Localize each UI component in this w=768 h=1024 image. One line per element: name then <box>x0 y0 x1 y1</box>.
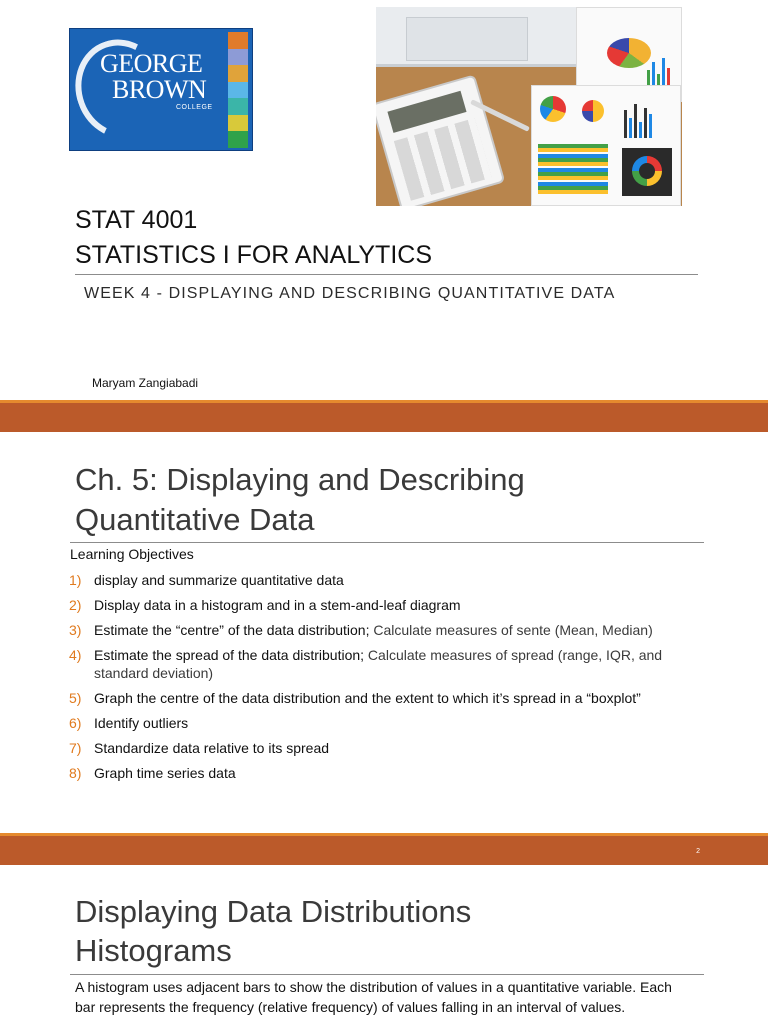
objective-text <box>94 714 689 732</box>
objective-main-text: Standardize data relative to its spread <box>94 740 330 756</box>
objective-number: 1) <box>69 572 82 588</box>
course-name: STATISTICS I FOR ANALYTICS <box>75 241 432 269</box>
logo-text-line3: COLLEGE <box>176 104 213 111</box>
slide-title-line2: Histograms <box>75 933 232 968</box>
objective-item <box>69 739 689 757</box>
objective-item <box>69 714 689 732</box>
slide-separator-band <box>0 400 768 432</box>
page-number: 2 <box>696 848 700 855</box>
histograms-slide <box>0 865 768 1024</box>
objective-item <box>69 764 689 782</box>
slide-title-line1: Ch. 5: Displaying and Describing <box>75 462 525 497</box>
slide-title <box>75 460 525 540</box>
objective-text <box>94 689 689 707</box>
logo-color-stripes <box>228 32 248 148</box>
logo-stripe <box>228 32 248 49</box>
george-brown-college-logo <box>69 28 253 151</box>
title-divider <box>70 974 704 975</box>
objective-main-text: Identify outliers <box>94 715 189 731</box>
learning-objectives-heading: Learning Objectives <box>70 546 194 562</box>
objective-main-text: Graph time series data <box>94 765 236 781</box>
logo-stripe <box>228 82 248 99</box>
objective-main-text: Estimate the “centre” of the data distribution; <box>94 622 370 638</box>
objectives-list <box>69 571 689 789</box>
objective-item <box>69 596 689 614</box>
objective-item <box>69 646 689 682</box>
slide-title-line2: Quantitative Data <box>75 502 315 537</box>
logo-stripe <box>228 49 248 66</box>
author-name: Maryam Zangiabadi <box>92 376 199 390</box>
logo-stripe <box>228 115 248 132</box>
objective-extra-text: Calculate measures of spread (range, IQR, and standard deviation) <box>94 647 663 681</box>
laptop-keyboard-image <box>376 7 586 67</box>
objective-number: 6) <box>69 715 82 731</box>
logo-stripe <box>228 98 248 115</box>
logo-text-line1: GEORGE <box>100 49 203 78</box>
objective-item <box>69 571 689 589</box>
objective-text <box>94 571 689 589</box>
objective-main-text: display and summarize quantitative data <box>94 572 344 588</box>
course-title <box>75 203 432 273</box>
objective-text <box>94 646 689 682</box>
objective-main-text: Estimate the spread of the data distribution; <box>94 647 365 663</box>
logo-stripe <box>228 65 248 82</box>
objective-number: 5) <box>69 690 82 706</box>
objective-text <box>94 596 689 614</box>
objective-number: 4) <box>69 647 82 663</box>
title-divider <box>75 274 698 275</box>
lecture-subtitle: WEEK 4 - DISPLAYING AND DESCRIBING QUANTITATIVE DATA <box>84 285 616 302</box>
objective-item <box>69 689 689 707</box>
objective-text <box>94 739 689 757</box>
objective-number: 3) <box>69 622 82 638</box>
slide-separator-band <box>0 833 768 865</box>
chart-printout-image <box>531 85 681 206</box>
learning-objectives-slide <box>0 432 768 833</box>
objective-text <box>94 621 689 639</box>
objective-item <box>69 621 689 639</box>
objective-number: 8) <box>69 765 82 781</box>
title-divider <box>70 542 704 543</box>
objective-main-text: Graph the centre of the data distribution and the extent to which it’s spread in a “boxplot” <box>94 690 641 706</box>
objective-text <box>94 764 689 782</box>
objective-extra-text: Calculate measures of sente (Mean, Median) <box>369 622 653 638</box>
title-slide <box>0 0 768 400</box>
slide-title-line1: Displaying Data Distributions <box>75 894 472 929</box>
slide-title <box>75 892 471 970</box>
logo-stripe <box>228 131 248 148</box>
analytics-desk-photo <box>376 7 682 206</box>
calculator-image <box>376 74 505 206</box>
course-code: STAT 4001 <box>75 206 198 234</box>
logo-text-line2: BROWN <box>112 75 207 104</box>
objective-number: 2) <box>69 597 82 613</box>
objective-main-text: Display data in a histogram and in a stem-and-leaf diagram <box>94 597 461 613</box>
objective-number: 7) <box>69 740 82 756</box>
histogram-definition: A histogram uses adjacent bars to show the distribution of values in a quantitative variable. Each bar represents the frequency (relative frequency) of values falling in an interval of values. <box>75 979 672 1015</box>
